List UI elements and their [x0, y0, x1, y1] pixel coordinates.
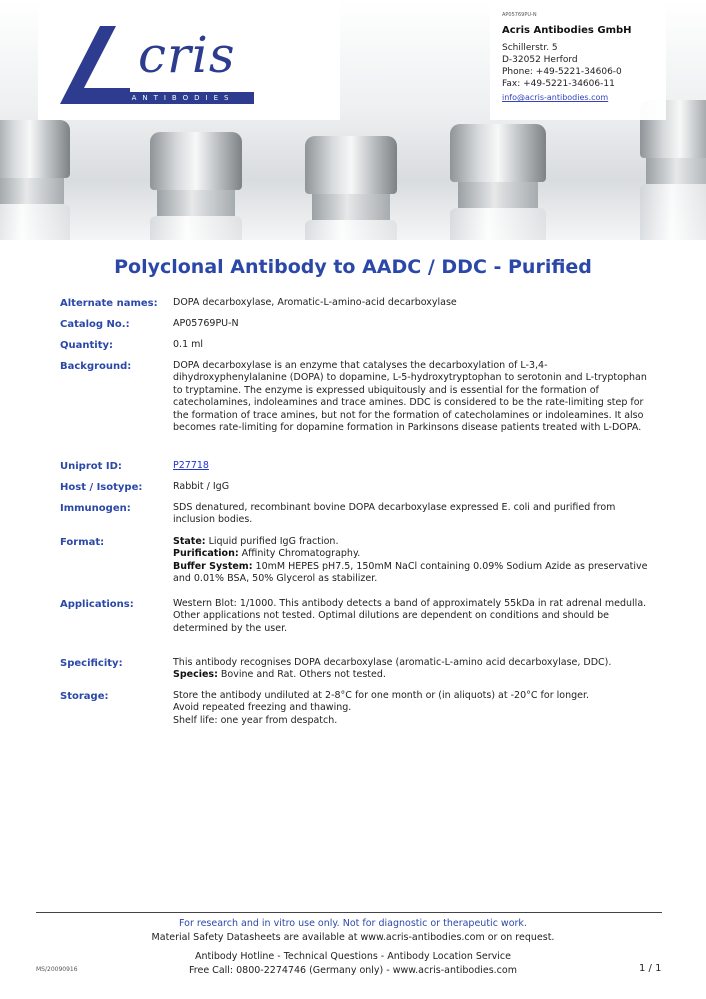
fax-number: Fax: +49-5221-34606-11 [502, 79, 615, 89]
page-number: 1 / 1 [639, 963, 662, 974]
specificity-species [173, 669, 653, 681]
field-label: Background: [60, 361, 132, 372]
storage-line: Shelf life: one year from despatch. [173, 714, 338, 726]
phone-number: Phone: +49-5221-34606-0 [502, 67, 622, 77]
storage-line: Avoid repeated freezing and thawing. [173, 702, 352, 714]
species-key: Species: [173, 669, 218, 681]
field-label: Host / Isotype: [60, 482, 143, 493]
services-line: Antibody Hotline - Technical Questions - Antibody Location Service [195, 951, 511, 962]
field-value: DOPA decarboxylase is an enzyme that catalyses the decarboxylation of L-3,4-dihydroxyphenylalanine (DOPA) to dopamine, L-5-hydroxytryptophan to serotonin and L-tryptophan to tryptamine. The enzyme is expressed ubiquitously and is essential for the formation of catecholamines, indoleamines and trace amines. DDC is considered to be the rate-limiting step for the formation of trace amines, but not for the formation of catecholamines or indoleamines. It also becomes rate-limiting for dopamine formation in Parkinsons disease patients treated with L-DOPA. [173, 360, 647, 434]
header-banner [0, 0, 706, 240]
field-value: AP05769PU-N [173, 318, 239, 329]
purification-value: Affinity Chromatography. [238, 548, 361, 560]
company-name: Acris Antibodies GmbH [502, 25, 632, 36]
field-label: Quantity: [60, 340, 113, 351]
specificity-line: This antibody recognises DOPA decarboxylase (aromatic-L-amino acid decarboxylase, DDC). [173, 657, 612, 668]
format-purification [173, 548, 653, 560]
purification-key: Purification: [173, 548, 239, 560]
ms-code: MS/20090916 [36, 966, 78, 973]
field-label: Applications: [60, 599, 134, 610]
applications-line: Western Blot: 1/1000. This antibody detects a band of approximately 55kDa in rat adrenal medulla. [173, 598, 647, 609]
species-value: Bovine and Rat. Others not tested. [217, 669, 386, 681]
buffer-value: 10mM HEPES pH7.5, 150mM NaCl containing 0.09% Sodium Azide as preservative and 0.01% BSA, 50% Glycerol as stabilizer. [173, 560, 648, 585]
research-use-note: For research and in vitro use only. Not for diagnostic or therapeutic work. [179, 918, 527, 929]
format-buffer [173, 561, 653, 586]
field-label: Catalog No.: [60, 319, 130, 330]
field-label: Immunogen: [60, 503, 131, 514]
field-label: Alternate names: [60, 298, 158, 309]
logo-panel [38, 0, 340, 120]
field-value: Rabbit / IgG [173, 481, 230, 492]
city-address: D-32052 Herford [502, 55, 578, 65]
buffer-key: Buffer System: [173, 560, 253, 572]
free-call-line: Free Call: 0800-2274746 (Germany only) - www.acris-antibodies.com [189, 965, 517, 976]
email-link[interactable]: info@acris-antibodies.com [502, 93, 609, 102]
field-label: Format: [60, 537, 105, 548]
field-value: SDS denatured, recombinant bovine DOPA decarboxylase expressed E. coli and purified from inclusion bodies. [173, 502, 616, 526]
field-value: 0.1 ml [173, 339, 204, 350]
applications-line: Other applications not tested. Optimal dilutions are dependent on conditions and should be determined by the user. [173, 610, 610, 634]
msds-note: Material Safety Datasheets are available at www.acris-antibodies.com or on request. [151, 932, 555, 943]
field-label: Uniprot ID: [60, 461, 122, 472]
contact-panel [490, 0, 666, 120]
street-address: Schillerstr. 5 [502, 43, 558, 53]
logo-wordmark: cris [138, 26, 236, 84]
storage-line: Store the antibody undiluted at 2-8°C for one month or (in aliquots) at -20°C for longer. [173, 690, 590, 701]
state-key: State: [173, 536, 206, 547]
footer-divider [36, 912, 662, 913]
field-value: DOPA decarboxylase, Aromatic-L-amino-acid decarboxylase [173, 297, 457, 308]
field-label: Storage: [60, 691, 109, 702]
document-code: AP05769PU-N [502, 12, 537, 18]
field-label: Specificity: [60, 658, 123, 669]
uniprot-link[interactable]: P27718 [173, 460, 209, 471]
page-title: Polyclonal Antibody to AADC / DDC - Purified [114, 256, 592, 278]
format-state [173, 536, 653, 548]
logo-tagline: ANTIBODIES [112, 92, 254, 104]
state-value: Liquid purified IgG fraction. [205, 536, 339, 547]
